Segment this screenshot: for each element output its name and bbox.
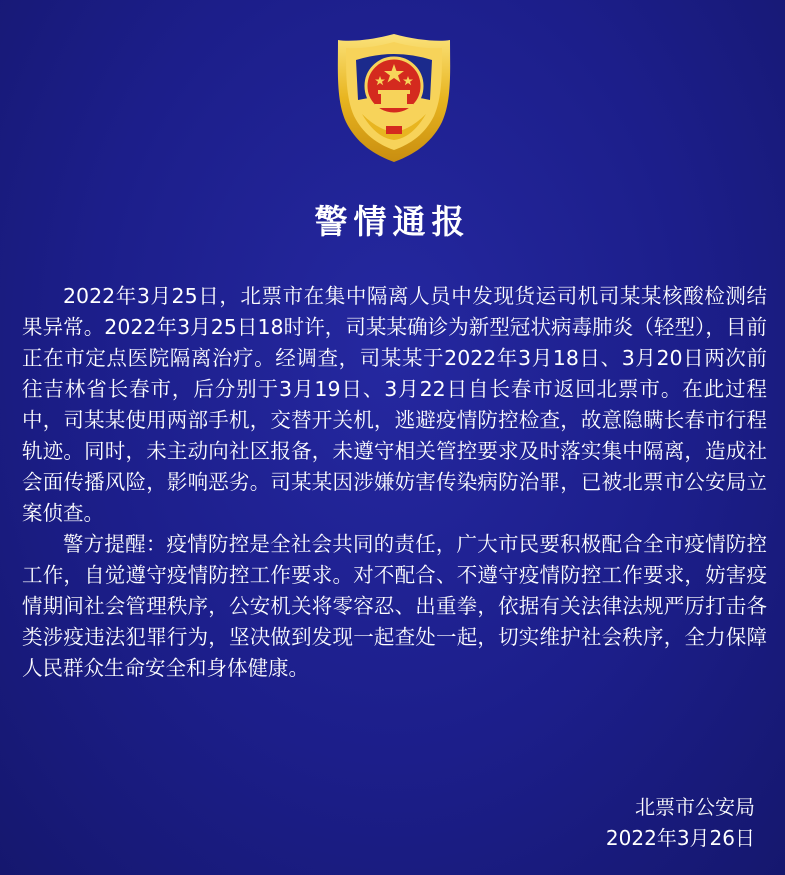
- paragraph-reminder: 警方提醒：疫情防控是全社会共同的责任，广大市民要积极配合全市疫情防控工作，自觉遵守疫情防控工作要求。对不配合、不遵守疫情防控工作要求，妨害疫情期间社会管理秩序，公安机关将零容忍、出重拳，依据有关法律法规严厉打击各类涉疫违法犯罪行为，坚决做到发现一起查处一起，切实维护社会秩序，全力保障人民群众生命安全和身体健康。: [22, 532, 767, 680]
- notice-title: 警情通报: [314, 202, 471, 241]
- signature-date: 2022年3月26日: [605, 826, 755, 850]
- signature-unit: 北票市公安局: [635, 795, 755, 819]
- paragraph-incident: 2022年3月25日，北票市在集中隔离人员中发现货运司机司某某核酸检测结果异常。2022年3月25日18时许，司某某确诊为新型冠状病毒肺炎（轻型），目前正在市定点医院隔离治疗。经调查，司某某于2022年3月18日、3月20日两次前往吉林省长春市，后分别于3月19日、3月22日自长春市返回北票市。在此过程中，司某某使用两部手机，交替开关机，逃避疫情防控检查，故意隐瞒长春市行程轨迹。同时，未主动向社区报备，未遵守相关管控要求及时落实集中隔离，造成社会面传播风险，影响恶劣。司某某因涉嫌妨害传染病防治罪，已被北票市公安局立案侦查。: [22, 284, 767, 525]
- notice-body: [22, 281, 767, 684]
- police-emblem-icon: [332, 30, 456, 164]
